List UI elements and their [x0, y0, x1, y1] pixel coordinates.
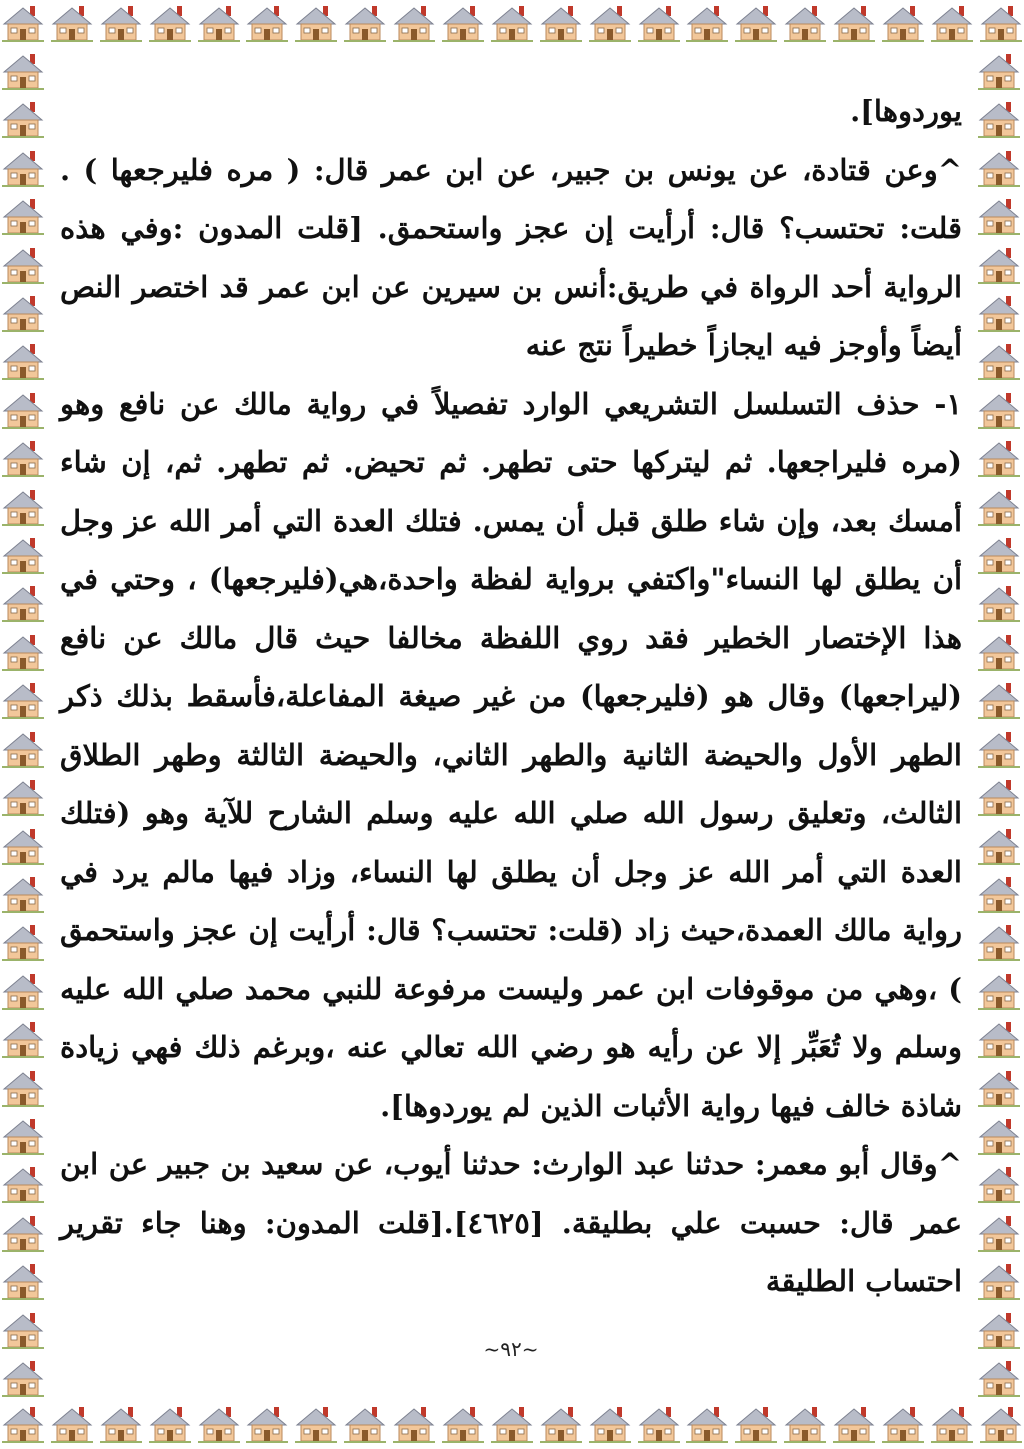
house-icon — [147, 1401, 193, 1447]
house-icon — [782, 0, 828, 46]
border-top — [0, 0, 1024, 48]
house-icon — [0, 919, 46, 965]
paragraph: ١- حذف التسلسل التشريعي الوارد تفصيلاً في رواية مالك عن نافع وهو (مره فليراجعها. ثم ليتركها حتى تطهر. ثم تحيض. ثم تطهر. ثم، إن شاء أمسك بعد، وإن شاء طلق قبل أن يمس. فتلك العدة التي أمر الله عز وجل أن يطلق لها النساء"واكتفي برواية لفظة واحدة،هي(فليرجعها) ، وحتي في هذا الإختصار الخطير فقد روي اللفظة مخالفا حيث قال مالك عن نافع (ليراجعها) وقال هو (فليرجعها) من غير صيغة المفاعلة،فأسقط بذلك ذكر الطهر الأول والحيضة الثانية والطهر الثاني، والحيضة الثالثة وطهر الطلاق الثالث، وتعليق رسول الله صلي الله عليه وسلم الشارح للآية وهو (فتلك العدة التي أمر الله عز وجل أن يطلق لها النساء، وزاد فيها مالم يرد في رواية مالك العمدة،حيث زاد (قلت: تحتسب؟ قال: أرأيت إن عجز واستحمق ) ،وهي من موقوفات ابن عمر وليست مرفوعة للنبي محمد صلي الله عليه وسلم ولا تُعَبِّر إلا عن رأيه هو رضي الله تعالي عنه ،وبرغم ذلك فهي زيادة شاذة خالف فيها رواية الأثبات الذين لم يوردوها]. — [60, 386, 963, 1123]
house-icon — [0, 726, 46, 772]
house-icon — [538, 0, 584, 46]
house-icon — [976, 1161, 1022, 1207]
body-text — [60, 62, 962, 1311]
house-icon — [440, 1401, 486, 1447]
house-icon — [98, 1401, 144, 1447]
house-icon — [0, 774, 46, 820]
house-icon — [0, 387, 46, 433]
paragraph: ^وقال أبو معمر: حدثنا عبد الوارث: حدثنا أيوب، عن سعيد بن جبير عن ابن عمر قال: حسبت علي بطليقة. [٤٦٢٥].[قلت المدون: وهنا جاء تقرير احتساب الطليقة — [60, 1147, 962, 1298]
house-icon — [976, 726, 1022, 772]
house-icon — [976, 1113, 1022, 1159]
house-icon — [976, 968, 1022, 1014]
house-icon — [0, 823, 46, 869]
house-icon — [976, 871, 1022, 917]
house-icon — [976, 1355, 1022, 1401]
house-icon — [733, 1401, 779, 1447]
house-icon — [636, 0, 682, 46]
house-icon — [244, 1401, 290, 1447]
house-icon — [978, 1401, 1024, 1447]
house-icon — [0, 1113, 46, 1159]
house-icon — [0, 145, 46, 191]
house-icon — [976, 145, 1022, 191]
house-icon — [0, 1065, 46, 1111]
house-icon — [587, 0, 633, 46]
house-icon — [976, 387, 1022, 433]
house-icon — [49, 0, 95, 46]
house-icon — [929, 1401, 975, 1447]
house-icon — [0, 338, 46, 384]
house-icon — [0, 677, 46, 723]
house-icon — [976, 242, 1022, 288]
house-icon — [0, 1210, 46, 1256]
border-left — [0, 48, 48, 1401]
house-icon — [880, 1401, 926, 1447]
house-icon — [976, 1210, 1022, 1256]
house-icon — [49, 1401, 95, 1447]
house-icon — [831, 1401, 877, 1447]
page-number: ~٩٢~ — [483, 1337, 539, 1361]
house-icon — [391, 1401, 437, 1447]
paragraph: ^وعن قتادة، عن يونس بن جبير، عن ابن عمر قال: ( مره فليرجعها ) . قلت: تحتسب؟ قال: أرأيت إن عجز واستحمق. [قلت المدون :وفي هذه الرواية أحد الرواة في طريق:أنس بن سيرين عن ابن عمر قد اختصر النص أيضاً وأوجز فيه ايجازاً خطيراً نتج عنه — [60, 152, 962, 362]
house-icon — [976, 435, 1022, 481]
house-icon — [587, 1401, 633, 1447]
house-icon — [976, 193, 1022, 239]
house-icon — [0, 1258, 46, 1304]
house-icon — [196, 1401, 242, 1447]
house-icon — [0, 629, 46, 675]
house-icon — [976, 1065, 1022, 1111]
house-icon — [0, 968, 46, 1014]
house-icon — [489, 1401, 535, 1447]
house-icon — [733, 0, 779, 46]
house-icon — [831, 0, 877, 46]
house-icon — [976, 629, 1022, 675]
house-icon — [976, 96, 1022, 142]
border-bottom — [0, 1401, 1024, 1449]
house-icon — [538, 1401, 584, 1447]
house-icon — [0, 242, 46, 288]
house-icon — [0, 0, 46, 46]
house-icon — [976, 48, 1022, 94]
border-right — [976, 48, 1024, 1401]
house-icon — [196, 0, 242, 46]
page-content — [60, 62, 962, 1392]
house-icon — [976, 677, 1022, 723]
house-icon — [782, 1401, 828, 1447]
house-icon — [0, 1307, 46, 1353]
house-icon — [98, 0, 144, 46]
house-icon — [0, 580, 46, 626]
house-icon — [244, 0, 290, 46]
house-icon — [976, 919, 1022, 965]
house-icon — [880, 0, 926, 46]
house-icon — [342, 1401, 388, 1447]
house-icon — [684, 1401, 730, 1447]
house-icon — [976, 580, 1022, 626]
house-icon — [293, 1401, 339, 1447]
house-icon — [976, 774, 1022, 820]
house-icon — [0, 1161, 46, 1207]
house-icon — [976, 484, 1022, 530]
house-icon — [636, 1401, 682, 1447]
paragraph: يوردوها]. — [850, 94, 962, 128]
house-icon — [929, 0, 975, 46]
house-icon — [0, 96, 46, 142]
house-icon — [0, 193, 46, 239]
house-icon — [0, 290, 46, 336]
house-icon — [976, 532, 1022, 578]
house-icon — [0, 48, 46, 94]
house-icon — [342, 0, 388, 46]
house-icon — [684, 0, 730, 46]
house-icon — [391, 0, 437, 46]
house-icon — [293, 0, 339, 46]
house-icon — [0, 1016, 46, 1062]
house-icon — [976, 1258, 1022, 1304]
house-icon — [0, 871, 46, 917]
house-icon — [0, 532, 46, 578]
house-icon — [0, 484, 46, 530]
house-icon — [976, 1016, 1022, 1062]
house-icon — [976, 823, 1022, 869]
house-icon — [978, 0, 1024, 46]
house-icon — [489, 0, 535, 46]
house-icon — [976, 1307, 1022, 1353]
house-icon — [440, 0, 486, 46]
house-icon — [0, 1401, 46, 1447]
house-icon — [976, 338, 1022, 384]
house-icon — [147, 0, 193, 46]
house-icon — [0, 435, 46, 481]
house-icon — [976, 290, 1022, 336]
house-icon — [0, 1355, 46, 1401]
